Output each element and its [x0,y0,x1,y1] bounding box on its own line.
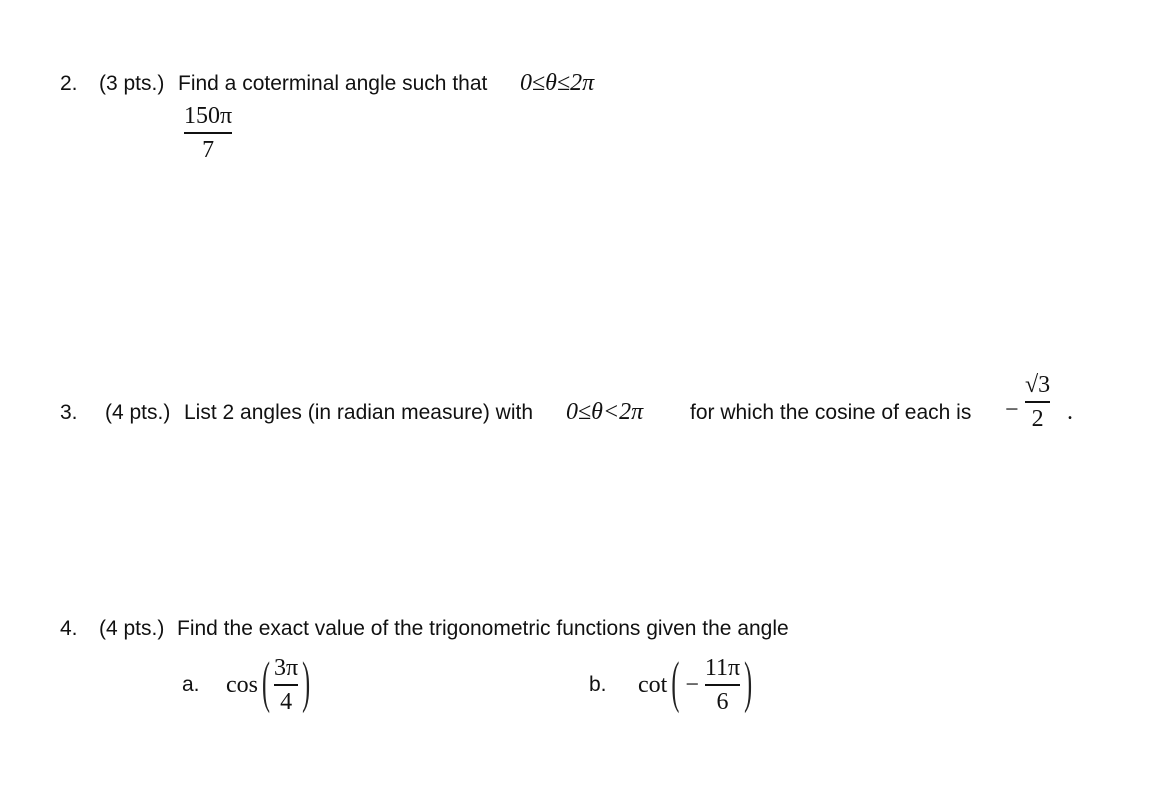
part-b-sign: − [685,671,699,698]
question-3-points: (4 pts.) [105,401,171,424]
question-2-number: 2. [60,72,78,95]
part-a-numerator: 3π [274,655,299,682]
question-2-points: (3 pts.) [99,72,165,95]
question-3-prompt-end: for which the cosine of each is [690,401,972,424]
question-2-prompt: Find a coterminal angle such that [178,72,488,95]
question-3-value-sign: − [1005,397,1019,423]
question-3-period: . [1067,399,1073,425]
question-2-given-angle [184,103,232,163]
question-2-condition: 0≤θ≤2π [520,70,595,96]
question-3-condition: 0≤θ<2π [566,399,644,425]
part-b-expression [638,652,752,718]
right-paren: ) [744,652,753,715]
fraction-bar [274,684,298,686]
part-b-angle [705,655,740,715]
fraction-bar [184,132,232,134]
left-paren: ( [262,652,270,715]
question-3-prompt-start: List 2 angles (in radian measure) with [184,401,534,424]
part-b-numerator: 11π [704,655,741,682]
question-4-number: 4. [60,617,78,640]
given-angle-denominator: 7 [202,136,215,163]
fraction-bar [705,684,740,686]
question-4-points: (4 pts.) [99,617,165,640]
part-a-expression [226,652,310,718]
part-a-angle [274,655,298,715]
left-paren: ( [671,652,680,715]
part-b-denominator: 6 [716,688,729,715]
part-a-label: a. [182,673,200,696]
part-b-label: b. [589,673,607,696]
given-angle-numerator: 150π [184,103,233,129]
part-a-function: cos [226,671,258,698]
question-3-number: 3. [60,401,78,424]
fraction-bar [1025,401,1050,403]
question-4-prompt: Find the exact value of the trigonometric functions given the angle [177,617,789,640]
value-denominator: 2 [1031,405,1044,432]
right-paren: ) [302,652,311,715]
question-3-value [1025,372,1050,432]
part-b-function: cot [638,671,668,698]
value-numerator: √3 [1025,372,1051,398]
part-a-denominator: 4 [280,688,293,715]
